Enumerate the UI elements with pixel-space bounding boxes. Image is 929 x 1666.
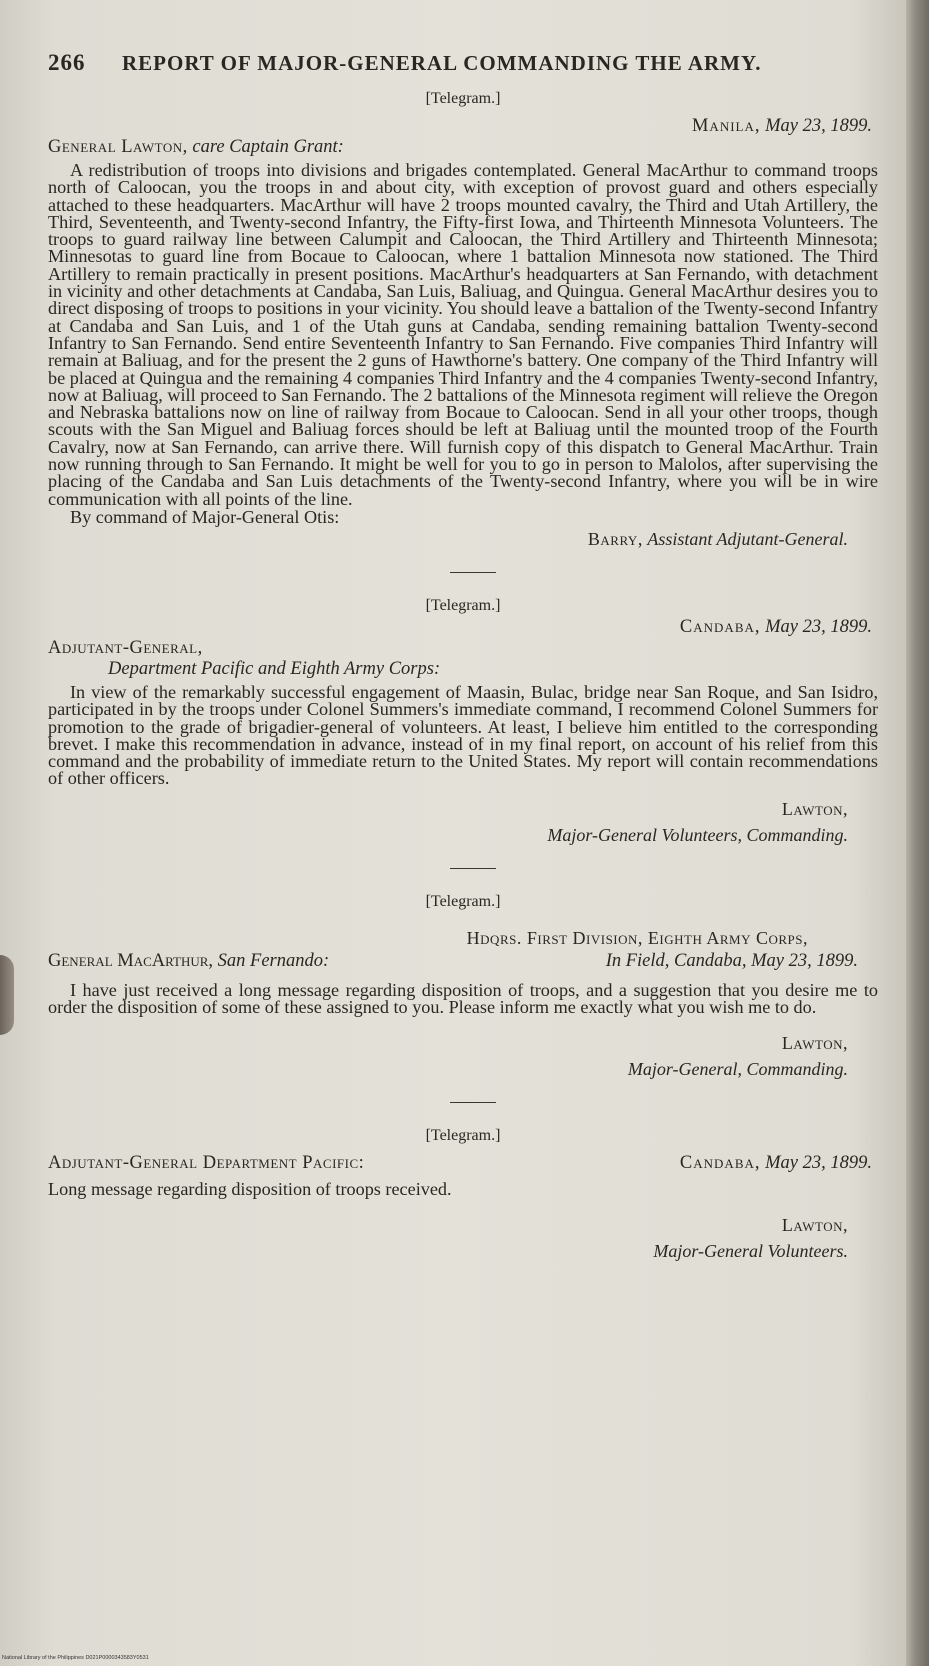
- addressee-department: Department Pacific and Eighth Army Corps:: [108, 658, 441, 679]
- dateline-date: May 23, 1899.: [765, 116, 872, 136]
- addressee-name: General Lawton,: [48, 137, 188, 157]
- by-command-line: By command of Major-General Otis:: [70, 506, 340, 527]
- signature: [48, 796, 878, 848]
- running-title: REPORT OF MAJOR-GENERAL COMMANDING THE ARMY.: [122, 51, 762, 75]
- telegram-dateline: [48, 617, 878, 638]
- telegram-dateline: [680, 1153, 878, 1174]
- dateline-date: May 23, 1899.: [765, 616, 872, 637]
- telegram-2: [48, 597, 878, 848]
- section-divider: [450, 1102, 496, 1103]
- signature-name: Barry,: [587, 528, 643, 549]
- addressee-name: General MacArthur,: [48, 950, 214, 971]
- page-number: 266: [48, 50, 86, 75]
- signature-name: Lawton,: [781, 798, 848, 819]
- dateline-place: Candaba,: [679, 1153, 761, 1174]
- headquarters-location-date: In Field, Candaba, May 23, 1899.: [605, 950, 858, 971]
- telegram-label: [Telegram.]: [425, 892, 501, 910]
- telegram-label: [Telegram.]: [425, 596, 501, 614]
- telegram-addressee-row: [48, 1153, 878, 1174]
- telegram-1: [48, 90, 878, 552]
- telegram-addressee: Adjutant-General Department Pacific:: [48, 1153, 365, 1174]
- telegram-label: [Telegram.]: [425, 90, 501, 107]
- signature-title: Assistant Adjutant-General.: [647, 528, 848, 549]
- addressee-place: San Fernando:: [217, 950, 330, 971]
- scan-thumb-shadow: [0, 955, 14, 1035]
- section-divider: [450, 868, 496, 869]
- section-divider: [450, 572, 496, 573]
- headquarters-line: Hdqrs. First Division, Eighth Army Corps,: [466, 927, 808, 948]
- page-content: [48, 50, 878, 1264]
- signature-title: Major-General, Commanding.: [627, 1059, 848, 1080]
- telegram-addressee-row: [48, 951, 878, 972]
- telegram-3: [48, 893, 878, 1083]
- dateline-date: May 23, 1899.: [765, 1153, 872, 1174]
- signature-title: Major-General Volunteers, Commanding.: [547, 824, 848, 845]
- signature: [48, 1212, 878, 1264]
- signature-name: Lawton,: [781, 1033, 848, 1054]
- dateline-place: Candaba,: [679, 616, 761, 637]
- telegram-addressee: [48, 951, 329, 972]
- telegram-body: Long message regarding disposition of troops received.: [48, 1179, 452, 1200]
- telegram-body: In view of the remarkably successful engagement of Maasin, Bulac, bridge near San Roque, and San Isidro, participated in by the troops under Colonel Summers's immediate command, I recommend Colonel Summers for promotion to the grade of brigadier-general of volunteers. At least, I believe him entitled to the corresponding brevet. I make this recommendation in advance, instead of in my final report, on account of his relief from this command and the probability of immediate return to the United States. My report will contain recommendations of other officers.: [48, 681, 878, 789]
- signature: [48, 1030, 878, 1082]
- telegram-4: [48, 1127, 878, 1264]
- telegram-addressee: [48, 638, 878, 659]
- telegram-body: I have just received a long message regarding disposition of troops, and a suggestion that you desire me to order the disposition of some of these assigned to you. Please inform me exactly what you wish me to do.: [48, 979, 878, 1018]
- dateline-place: Manila,: [691, 116, 761, 136]
- telegram-body: A redistribution of troops into divisions and brigades contemplated. General MacArthur to command troops north of Caloocan, you the troops in and about city, with exception of provost guard and others especially attached to these headquarters. MacArthur will have 2 troops mounted cavalry, the Third and Utah Artillery, the Third, Seventeenth, and Twenty-second Infantry, the Fifty-first Iowa, and Thirteenth Minnesota Volunteers. The troops to guard railway line between Calumpit and Caloocan, the Third Artillery and Thirteenth Minnesota; Minnesotas to guard line from Bocaue to Caloocan, where 1 battalion Minnesota now stationed. The Third Artillery to remain practically in present positions. MacArthur's headquarters at San Fernando, with detachment in vicinity and other detachments at Candaba, San Luis, Baliuag, and Quingua. General MacArthur desires you to direct disposing of troops to positions in your vicinity. You should leave a battalion of the Twenty-second Infantry at Candaba and San Luis, and 1 of the Utah guns at Candaba, sending remaining battalion Twenty-second Infantry to San Fernando. Send entire Seventeenth Infantry to San Fernando. Five companies Third Infantry will remain at Baliuag, and for the present the 2 guns of Hawthorne's battery. One company of the Third Infantry will be placed at Quingua and the remaining 4 companies Third Infantry and the 4 companies Twenty-second Infantry, now at Baliuag, will proceed to San Fernando. The 2 battalions of the Minnesota regiment will relieve the Oregon and Nebraska battalions now on line of railway from Bocaue to Caloocan. Send in all your other troops, though scouts with the San Miguel and Baliuag forces should be left at Baliuag until the mounted troop of the Fourth Cavalry, now at San Fernando, can arrive there. Will furnish copy of this dispatch to General MacArthur. Train now running through to San Fernando. It might be well for you to go in person to Malolos, after supervising the placing of the Candaba and San Luis detachments of the Twenty-second Infantry, where you will be in wire communication with all points of the line.: [48, 160, 878, 509]
- signature-name: Lawton,: [781, 1215, 848, 1236]
- telegram-addressee: [48, 137, 878, 158]
- signature: [48, 526, 878, 552]
- telegram-label: [Telegram.]: [425, 1127, 501, 1145]
- headquarters-dateline: [48, 925, 878, 951]
- addressee-name: Adjutant-General,: [48, 637, 203, 658]
- scan-footer: National Library of the Philippines D021P0000343583Y0531: [2, 1655, 149, 1661]
- running-header: [48, 50, 878, 76]
- book-edge: [906, 0, 929, 1666]
- addressee-care: care Captain Grant:: [192, 137, 344, 157]
- telegram-dateline: [48, 116, 878, 137]
- signature-title: Major-General Volunteers.: [653, 1241, 848, 1262]
